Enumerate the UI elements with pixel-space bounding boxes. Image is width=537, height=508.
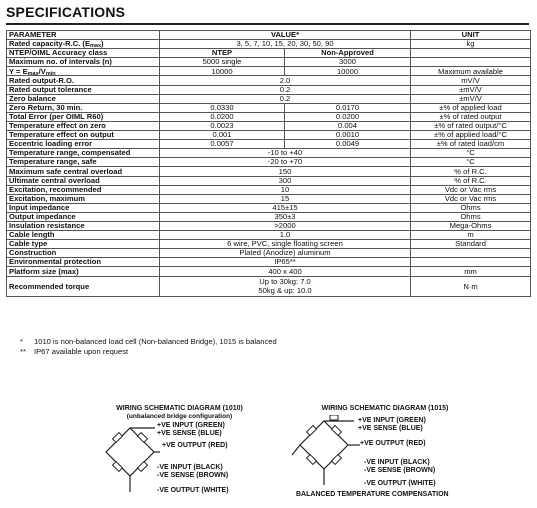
table-row [7, 103, 531, 112]
wire-label: -VE OUTPUT (WHITE) [157, 487, 229, 494]
parameter-label: Y = E [9, 66, 28, 76]
title-divider [6, 23, 529, 25]
value-cell [160, 267, 411, 276]
unit-cell: Vdc or Vac rms [411, 185, 531, 194]
value-cell [160, 85, 411, 94]
value-text: 10 [280, 185, 290, 194]
unit-cell [411, 49, 531, 58]
value-cell-non-approved: 10000 [285, 67, 411, 76]
parameter-label: Cable length [9, 230, 55, 240]
parameter-subscript: max [27, 70, 39, 76]
table-row [7, 203, 531, 212]
value-cell-non-approved: 0.0170 [285, 103, 411, 112]
unit-cell: kg [411, 40, 531, 49]
diagram-1010-heading: WIRING SCHEMATIC DIAGRAM (1010) [116, 405, 243, 412]
value-text: Plated (Anodize) aluminum [239, 248, 331, 258]
table-row [7, 49, 531, 58]
value-cell [160, 167, 411, 176]
parameter-cell [7, 203, 160, 212]
parameter-cell [7, 194, 160, 203]
wire-label: +VE OUTPUT (RED) [360, 440, 426, 447]
diagram-1010-title [92, 405, 267, 421]
wire-label: +VE OUTPUT (RED) [162, 442, 228, 449]
value-cell [160, 76, 411, 85]
parameter-label: Rated output tolerance [9, 85, 92, 94]
value-text: IP65** [274, 257, 296, 267]
unit-cell: Vdc or Vac rms [411, 194, 531, 203]
value-cell-ntep: 0.0200 [160, 112, 285, 121]
value-text: 300 [278, 176, 292, 185]
unit-cell [411, 58, 531, 67]
value-cell [160, 221, 411, 230]
value-cell [160, 276, 411, 296]
value-cell-non-approved: 3000 [285, 58, 411, 67]
table-row [7, 231, 531, 240]
value-text: -10 to +40 [267, 148, 303, 158]
parameter-label: Output impedance [9, 212, 76, 222]
value-cell-non-approved: Non-Approved [285, 49, 411, 58]
table-row [7, 76, 531, 85]
value-cell-ntep: 0.0023 [160, 121, 285, 130]
value-text: 15 [280, 194, 290, 203]
parameter-cell [7, 67, 160, 76]
parameter-cell [7, 185, 160, 194]
table-row [7, 40, 531, 49]
diagram-1015-bridge [290, 415, 362, 490]
parameter-cell [7, 131, 160, 140]
value-cell-ntep: 0.0330 [160, 103, 285, 112]
unit-cell: % of R.C. [411, 176, 531, 185]
parameter-label: Construction [9, 248, 57, 258]
value-text: 50kg & up: 10.0 [258, 286, 312, 296]
parameter-label: Environmental protection [9, 257, 101, 267]
diagram-1015-caption: BALANCED TEMPERATURE COMPENSATION [296, 491, 449, 498]
unit-cell: °C [411, 158, 531, 167]
value-cell-ntep: 5000 single [160, 58, 285, 67]
unit-cell: ±% of rated output/°C [411, 121, 531, 130]
table-row [7, 121, 531, 130]
wire-label: -VE INPUT (BLACK) [364, 459, 430, 466]
diagram-1010-subtitle: (unbalanced bridge configuration) [126, 413, 233, 420]
value-text: 2.0 [279, 75, 291, 85]
table-row [7, 185, 531, 194]
unit-cell [411, 258, 531, 267]
unit-cell: mV/V [411, 76, 531, 85]
footnote-mark: * [20, 337, 23, 346]
parameter-cell [7, 276, 160, 296]
table-row [7, 149, 531, 158]
value-cell [160, 158, 411, 167]
parameter-cell [7, 167, 160, 176]
value-text: 150 [278, 166, 292, 176]
value-cell [160, 40, 411, 49]
value-cell [160, 94, 411, 103]
value-text: 415±15 [272, 203, 298, 212]
unit-cell: ±mV/V [411, 85, 531, 94]
table-row [7, 258, 531, 267]
value-cell [160, 212, 411, 221]
parameter-label: Eccentric loading error [9, 139, 93, 149]
wire-label: -VE SENSE (BROWN) [157, 472, 229, 479]
table-row [7, 240, 531, 249]
value-cell-non-approved: 0.0010 [285, 131, 411, 140]
value-cell-ntep: 10000 [160, 67, 285, 76]
value-cell [160, 194, 411, 203]
parameter-subscript: min [45, 70, 56, 76]
header-value: VALUE* [160, 31, 411, 40]
value-cell [160, 231, 411, 240]
diagram-1010-bridge [100, 420, 160, 495]
parameter-label: Temperature range, compensated [9, 148, 131, 158]
parameter-cell [7, 149, 160, 158]
footnote [20, 347, 277, 357]
table-row [7, 85, 531, 94]
parameter-cell [7, 258, 160, 267]
parameter-label: Excitation, recommended [9, 185, 102, 194]
parameter-cell [7, 94, 160, 103]
value-text: 3, 5, 7, 10, 15, 20, 30, 50, 90 [236, 39, 334, 49]
parameter-label: Zero balance [9, 94, 56, 103]
header-parameter: PARAMETER [7, 31, 160, 40]
table-row [7, 140, 531, 149]
unit-cell: ±mV/V [411, 94, 531, 103]
parameter-label: Rated capacity-R.C. (E [9, 39, 91, 49]
value-text: 0.2 [279, 94, 291, 103]
value-cell-ntep: 0.0057 [160, 140, 285, 149]
unit-cell: m [411, 231, 531, 240]
parameter-label: Zero Return, 30 min. [9, 103, 83, 112]
table-row [7, 221, 531, 230]
unit-cell: N·m [411, 276, 531, 296]
value-cell [160, 203, 411, 212]
unit-cell: ±% of applied load [411, 103, 531, 112]
table-row [7, 267, 531, 276]
parameter-cell [7, 85, 160, 94]
value-text: 1.0 [279, 230, 291, 240]
parameter-cell [7, 240, 160, 249]
wire-label: -VE INPUT (BLACK) [157, 464, 223, 471]
header-unit: UNIT [411, 31, 531, 40]
parameter-label: Cable type [9, 239, 48, 249]
parameter-label: Recommended torque [9, 281, 90, 291]
value-cell [160, 240, 411, 249]
value-text: 6 wire, PVC, single floating screen [227, 239, 343, 249]
value-text: Up to 30kg: 7.0 [259, 277, 311, 287]
parameter-cell [7, 212, 160, 221]
table-row [7, 176, 531, 185]
parameter-label: Temperature range, safe [9, 157, 97, 167]
unit-cell: Mega-Ohms [411, 221, 531, 230]
unit-cell: ±% of applied load/°C [411, 131, 531, 140]
table-row [7, 112, 531, 121]
table-row [7, 158, 531, 167]
value-cell-ntep: NTEP [160, 49, 285, 58]
table-row [7, 58, 531, 67]
table-row [7, 212, 531, 221]
parameter-cell [7, 249, 160, 258]
parameter-cell [7, 76, 160, 85]
wire-label: +VE INPUT (GREEN) [358, 417, 426, 424]
table-row [7, 249, 531, 258]
value-cell [160, 185, 411, 194]
diagram-1015-title: WIRING SCHEMATIC DIAGRAM (1015) [321, 405, 449, 412]
unit-cell: % of R.C. [411, 167, 531, 176]
value-cell-ntep: 0.001 [160, 131, 285, 140]
parameter-cell [7, 231, 160, 240]
table-row [7, 194, 531, 203]
wire-label: +VE INPUT (GREEN) [157, 422, 225, 429]
unit-cell [411, 249, 531, 258]
table-row [7, 276, 531, 296]
footnote-text: IP67 available upon request [34, 347, 129, 356]
parameter-label: Platform size (max) [9, 266, 79, 276]
unit-cell: °C [411, 149, 531, 158]
value-cell [160, 249, 411, 258]
value-cell [160, 176, 411, 185]
page-title: SPECIFICATIONS [6, 4, 126, 20]
value-text: 350±3 [274, 212, 296, 222]
unit-cell: Maximum available [411, 67, 531, 76]
parameter-cell [7, 40, 160, 49]
table-row [7, 67, 531, 76]
parameter-label: Temperature effect on output [9, 130, 114, 140]
parameter-cell [7, 121, 160, 130]
parameter-label: Rated output-R.O. [9, 75, 74, 85]
parameter-label: NTEP/OIML Accuracy class [9, 48, 108, 58]
parameter-label: Insulation resistance [9, 221, 85, 231]
value-cell [160, 149, 411, 158]
wire-label: -VE SENSE (BROWN) [364, 467, 436, 474]
parameter-cell [7, 112, 160, 121]
parameter-label: Input impedance [9, 203, 70, 212]
parameter-cell [7, 176, 160, 185]
parameter-cell [7, 158, 160, 167]
value-cell-non-approved: 0.004 [285, 121, 411, 130]
table-row [7, 167, 531, 176]
value-cell [160, 258, 411, 267]
unit-cell: mm [411, 267, 531, 276]
specifications-table [6, 30, 531, 297]
value-cell-non-approved: 0.0049 [285, 140, 411, 149]
parameter-subscript: max [90, 43, 102, 49]
wire-label: +VE SENSE (BLUE) [157, 430, 222, 437]
table-row [7, 131, 531, 140]
value-text: -20 to +70 [267, 157, 303, 167]
table-header-row [7, 31, 531, 40]
parameter-label: Maximum no. of intervals (n) [9, 57, 112, 67]
footnote-mark: ** [20, 347, 26, 356]
wire-label: -VE OUTPUT (WHITE) [364, 480, 436, 487]
parameter-label: Excitation, maximum [9, 194, 85, 203]
parameter-cell [7, 58, 160, 67]
parameter-label: Total Error (per OIML R60) [9, 112, 104, 121]
unit-cell: Standard [411, 240, 531, 249]
unit-cell: ±% of rated load/cm [411, 140, 531, 149]
parameter-label: Maximum safe central overload [9, 166, 123, 176]
value-cell-non-approved: 0.0200 [285, 112, 411, 121]
parameter-cell [7, 221, 160, 230]
unit-cell: ±% of rated output [411, 112, 531, 121]
unit-cell: Ohms [411, 203, 531, 212]
parameter-cell [7, 103, 160, 112]
parameter-label-mid: /V [38, 66, 46, 76]
value-text: >2000 [274, 221, 296, 231]
wire-label: +VE SENSE (BLUE) [358, 425, 423, 432]
parameter-label: Ultimate central overload [9, 176, 100, 185]
footnote-text: 1010 is non-balanced load cell (Non-balanced Bridge), 1015 is balanced [34, 337, 277, 346]
parameter-cell [7, 140, 160, 149]
unit-cell: Ohms [411, 212, 531, 221]
value-text: 400 x 400 [268, 266, 302, 276]
parameter-cell [7, 267, 160, 276]
parameter-cell [7, 49, 160, 58]
parameter-label-tail: ) [101, 39, 104, 49]
table-row [7, 94, 531, 103]
footnote [20, 337, 277, 347]
parameter-label: Temperature effect on zero [9, 121, 106, 131]
value-text: 0.2 [279, 85, 291, 94]
footnotes [20, 337, 277, 357]
